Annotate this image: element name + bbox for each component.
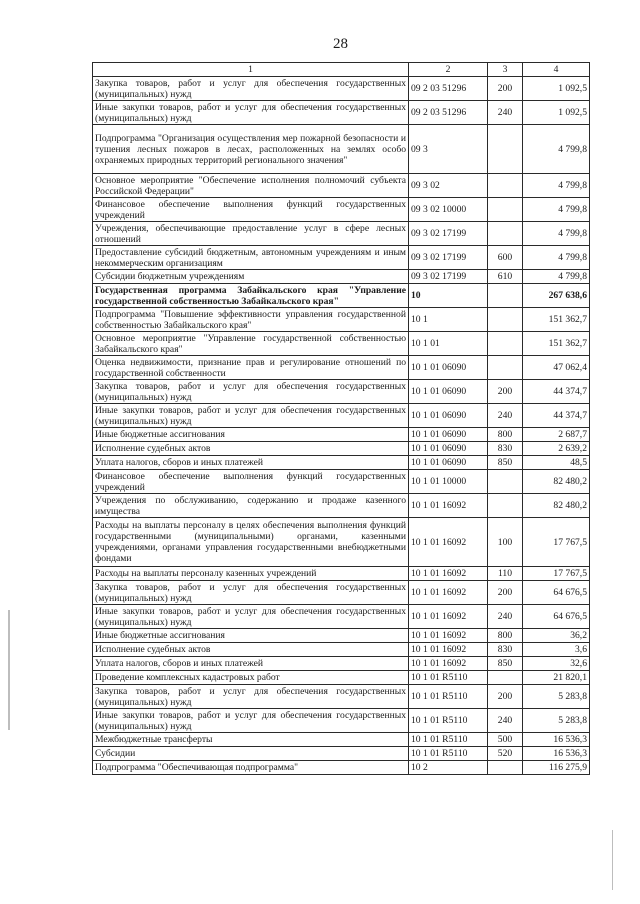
row-code: 10 1 01 R5110 xyxy=(409,733,488,747)
row-name: Закупка товаров, работ и услуг для обеспечения государственных (муниципальных) нужд xyxy=(93,380,409,404)
row-code: 10 1 xyxy=(409,308,488,332)
table-row xyxy=(93,125,590,174)
header-col-type: 3 xyxy=(488,63,523,77)
table-row xyxy=(93,470,590,494)
row-name: Уплата налогов, сборов и иных платежей xyxy=(93,657,409,671)
table-row xyxy=(93,284,590,308)
row-name: Оценка недвижимости, признание прав и регулирование отношений по государственной собственности xyxy=(93,356,409,380)
row-type xyxy=(488,125,523,174)
row-name: Расходы на выплаты персоналу в целях обеспечения выполнения функций государственными (муниципальными) органами, казенными учреждениями, органами управления государственными внебюджетными фондами xyxy=(93,518,409,567)
table-row xyxy=(93,332,590,356)
row-type: 850 xyxy=(488,456,523,470)
row-sum: 4 799,8 xyxy=(523,174,590,198)
table-row xyxy=(93,567,590,581)
row-name: Иные закупки товаров, работ и услуг для обеспечения государственных (муниципальных) нужд xyxy=(93,709,409,733)
row-name: Закупка товаров, работ и услуг для обеспечения государственных (муниципальных) нужд xyxy=(93,581,409,605)
row-name: Иные закупки товаров, работ и услуг для обеспечения государственных (муниципальных) нужд xyxy=(93,101,409,125)
row-code: 10 1 01 R5110 xyxy=(409,685,488,709)
row-code: 10 1 01 06090 xyxy=(409,356,488,380)
table-row xyxy=(93,198,590,222)
row-code: 10 xyxy=(409,284,488,308)
row-type: 110 xyxy=(488,567,523,581)
row-type: 800 xyxy=(488,428,523,442)
row-type: 240 xyxy=(488,101,523,125)
table-row xyxy=(93,222,590,246)
row-name: Расходы на выплаты персоналу казенных учреждений xyxy=(93,567,409,581)
table-row xyxy=(93,733,590,747)
row-code: 10 1 01 06090 xyxy=(409,442,488,456)
row-name: Исполнение судебных актов xyxy=(93,643,409,657)
row-sum: 2 687,7 xyxy=(523,428,590,442)
row-sum: 44 374,7 xyxy=(523,380,590,404)
row-type: 240 xyxy=(488,605,523,629)
row-sum: 64 676,5 xyxy=(523,605,590,629)
row-sum: 4 799,8 xyxy=(523,222,590,246)
row-code: 09 3 02 10000 xyxy=(409,198,488,222)
table-row xyxy=(93,456,590,470)
budget-table xyxy=(92,62,590,775)
row-code: 10 1 01 16092 xyxy=(409,581,488,605)
header-col-name: 1 xyxy=(93,63,409,77)
table-row xyxy=(93,308,590,332)
row-sum: 3,6 xyxy=(523,643,590,657)
row-sum: 116 275,9 xyxy=(523,761,590,775)
table-row xyxy=(93,685,590,709)
row-code: 10 1 01 06090 xyxy=(409,404,488,428)
table-row xyxy=(93,581,590,605)
table-row xyxy=(93,643,590,657)
row-type xyxy=(488,284,523,308)
row-code: 10 1 01 06090 xyxy=(409,456,488,470)
row-code: 10 2 xyxy=(409,761,488,775)
row-sum: 1 092,5 xyxy=(523,77,590,101)
row-sum: 64 676,5 xyxy=(523,581,590,605)
row-type xyxy=(488,332,523,356)
row-type: 830 xyxy=(488,442,523,456)
row-name: Субсидии бюджетным учреждениям xyxy=(93,270,409,284)
row-type: 240 xyxy=(488,404,523,428)
row-name: Уплата налогов, сборов и иных платежей xyxy=(93,456,409,470)
row-name: Иные бюджетные ассигнования xyxy=(93,629,409,643)
scan-artifact-right xyxy=(612,830,613,890)
row-name: Иные закупки товаров, работ и услуг для обеспечения государственных (муниципальных) нужд xyxy=(93,605,409,629)
row-type xyxy=(488,174,523,198)
table-row xyxy=(93,404,590,428)
table-row xyxy=(93,442,590,456)
row-type: 200 xyxy=(488,685,523,709)
row-sum: 82 480,2 xyxy=(523,470,590,494)
row-code: 10 1 01 16092 xyxy=(409,518,488,567)
row-code: 10 1 01 16092 xyxy=(409,643,488,657)
header-row xyxy=(93,63,590,77)
row-name: Субсидии xyxy=(93,747,409,761)
row-code: 10 1 01 16092 xyxy=(409,494,488,518)
table-row xyxy=(93,709,590,733)
row-name: Иные бюджетные ассигнования xyxy=(93,428,409,442)
row-code: 10 1 01 R5110 xyxy=(409,671,488,685)
row-sum: 5 283,8 xyxy=(523,685,590,709)
row-code: 09 3 02 17199 xyxy=(409,246,488,270)
table-row xyxy=(93,605,590,629)
row-sum: 4 799,8 xyxy=(523,125,590,174)
row-type: 200 xyxy=(488,380,523,404)
row-sum: 4 799,8 xyxy=(523,246,590,270)
row-code: 09 3 xyxy=(409,125,488,174)
row-name: Финансовое обеспечение выполнения функций государственных учреждений xyxy=(93,198,409,222)
row-type: 100 xyxy=(488,518,523,567)
row-type xyxy=(488,671,523,685)
header-col-sum: 4 xyxy=(523,63,590,77)
row-sum: 267 638,6 xyxy=(523,284,590,308)
row-type: 830 xyxy=(488,643,523,657)
row-code: 10 1 01 06090 xyxy=(409,428,488,442)
row-code: 09 3 02 17199 xyxy=(409,222,488,246)
row-name: Подпрограмма "Обеспечивающая подпрограмма" xyxy=(93,761,409,775)
table-row xyxy=(93,761,590,775)
row-sum: 47 062,4 xyxy=(523,356,590,380)
row-type: 800 xyxy=(488,629,523,643)
page-number: 28 xyxy=(333,36,348,52)
row-name: Учреждения по обслуживанию, содержанию и продаже казенного имущества xyxy=(93,494,409,518)
table-row xyxy=(93,246,590,270)
row-code: 10 1 01 16092 xyxy=(409,605,488,629)
table-row xyxy=(93,380,590,404)
header-col-code: 2 xyxy=(409,63,488,77)
row-code: 10 1 01 R5110 xyxy=(409,709,488,733)
row-type xyxy=(488,308,523,332)
row-name: Иные закупки товаров, работ и услуг для обеспечения государственных (муниципальных) нужд xyxy=(93,404,409,428)
row-sum: 21 820,1 xyxy=(523,671,590,685)
row-name: Финансовое обеспечение выполнения функций государственных учреждений xyxy=(93,470,409,494)
row-type xyxy=(488,494,523,518)
row-name: Основное мероприятие "Управление государственной собственностью Забайкальского края" xyxy=(93,332,409,356)
row-sum: 4 799,8 xyxy=(523,270,590,284)
row-sum: 48,5 xyxy=(523,456,590,470)
row-type xyxy=(488,198,523,222)
row-code: 09 2 03 51296 xyxy=(409,77,488,101)
table-row xyxy=(93,518,590,567)
table-row xyxy=(93,101,590,125)
row-type: 500 xyxy=(488,733,523,747)
row-sum: 151 362,7 xyxy=(523,308,590,332)
row-type: 200 xyxy=(488,77,523,101)
row-sum: 4 799,8 xyxy=(523,198,590,222)
row-type: 200 xyxy=(488,581,523,605)
row-code: 09 2 03 51296 xyxy=(409,101,488,125)
row-sum: 151 362,7 xyxy=(523,332,590,356)
table-row xyxy=(93,657,590,671)
row-code: 09 3 02 xyxy=(409,174,488,198)
row-type xyxy=(488,356,523,380)
row-name: Закупка товаров, работ и услуг для обеспечения государственных (муниципальных) нужд xyxy=(93,685,409,709)
row-sum: 17 767,5 xyxy=(523,518,590,567)
row-type: 610 xyxy=(488,270,523,284)
row-type xyxy=(488,470,523,494)
table-header xyxy=(93,63,590,77)
table-row xyxy=(93,494,590,518)
row-name: Подпрограмма "Организация осуществления мер пожарной безопасности и тушения лесных пожаров в лесах, расположенных на землях особо охраняемых природных территорий регионального значения" xyxy=(93,125,409,174)
row-sum: 44 374,7 xyxy=(523,404,590,428)
row-name: Межбюджетные трансферты xyxy=(93,733,409,747)
table-row xyxy=(93,671,590,685)
row-code: 10 1 01 16092 xyxy=(409,567,488,581)
row-code: 10 1 01 16092 xyxy=(409,657,488,671)
row-type: 240 xyxy=(488,709,523,733)
row-code: 10 1 01 xyxy=(409,332,488,356)
table-row xyxy=(93,629,590,643)
row-sum: 2 639,2 xyxy=(523,442,590,456)
row-name: Закупка товаров, работ и услуг для обеспечения государственных (муниципальных) нужд xyxy=(93,77,409,101)
row-sum: 17 767,5 xyxy=(523,567,590,581)
row-code: 10 1 01 10000 xyxy=(409,470,488,494)
row-name: Учреждения, обеспечивающие предоставление услуг в сфере лесных отношений xyxy=(93,222,409,246)
row-sum: 36,2 xyxy=(523,629,590,643)
row-type: 600 xyxy=(488,246,523,270)
table-body xyxy=(93,77,590,775)
row-name: Подпрограмма "Повышение эффективности управления государственной собственностью Забайкальского края" xyxy=(93,308,409,332)
row-name: Исполнение судебных актов xyxy=(93,442,409,456)
row-sum: 32,6 xyxy=(523,657,590,671)
table-row xyxy=(93,77,590,101)
row-name: Государственная программа Забайкальского края "Управление государственной собственностью Забайкальского края" xyxy=(93,284,409,308)
table-row xyxy=(93,356,590,380)
row-sum: 82 480,2 xyxy=(523,494,590,518)
row-name: Предоставление субсидий бюджетным, автономным учреждениям и иным некоммерческим организациям xyxy=(93,246,409,270)
row-type xyxy=(488,761,523,775)
row-type: 850 xyxy=(488,657,523,671)
row-name: Основное мероприятие "Обеспечение исполнения полномочий субъекта Российской Федерации" xyxy=(93,174,409,198)
row-code: 10 1 01 R5110 xyxy=(409,747,488,761)
table-row xyxy=(93,174,590,198)
row-type: 520 xyxy=(488,747,523,761)
row-sum: 5 283,8 xyxy=(523,709,590,733)
scan-artifact-left xyxy=(8,610,10,730)
row-sum: 16 536,3 xyxy=(523,733,590,747)
table-row xyxy=(93,747,590,761)
table-row xyxy=(93,270,590,284)
row-sum: 16 536,3 xyxy=(523,747,590,761)
row-code: 10 1 01 06090 xyxy=(409,380,488,404)
table-row xyxy=(93,428,590,442)
row-code: 10 1 01 16092 xyxy=(409,629,488,643)
row-code: 09 3 02 17199 xyxy=(409,270,488,284)
row-sum: 1 092,5 xyxy=(523,101,590,125)
row-name: Проведение комплексных кадастровых работ xyxy=(93,671,409,685)
row-type xyxy=(488,222,523,246)
